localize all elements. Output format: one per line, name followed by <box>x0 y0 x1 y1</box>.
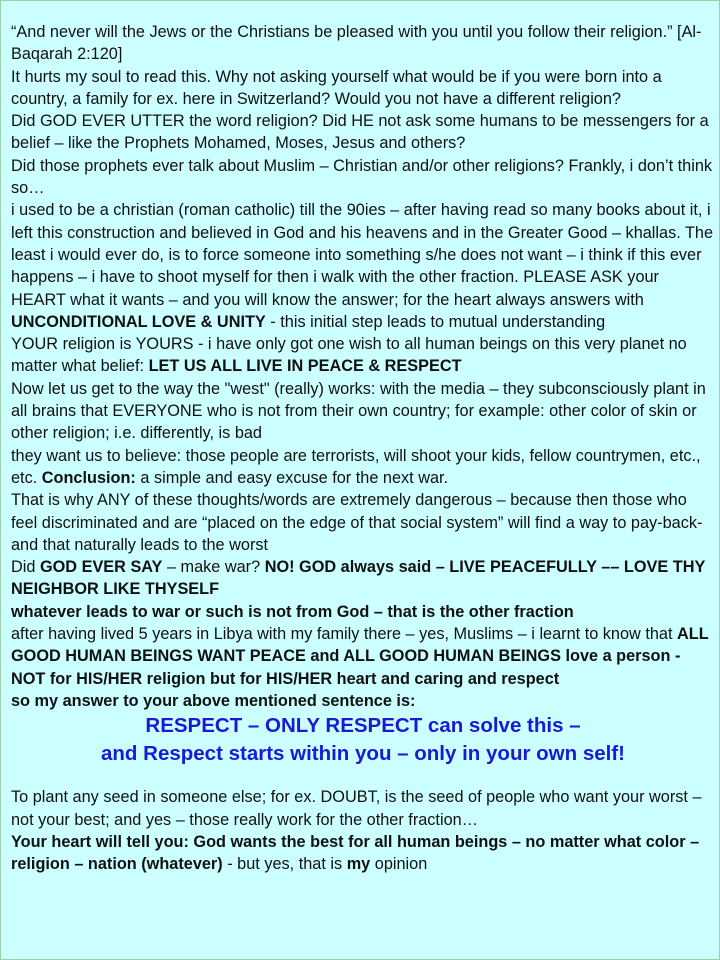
paragraph-10 <box>11 556 715 601</box>
paragraph-7: Now let us get to the way the "west" (really) works: with the media – they subconsciously plant in all brains that EVERYONE who is not from their own country; for example: other color of skin or other religion; i.e. differently, is bad <box>11 379 706 443</box>
p10-text-c: – make war? <box>162 558 265 577</box>
p10-bold-d: NO! GOD always said – LIVE PEACEFULLY –– LOVE THY NEIGHBOR LIKE THYSELF <box>11 558 706 599</box>
p6-bold: LET US ALL LIVE IN PEACE & RESPECT <box>148 357 462 376</box>
paragraph-11: whatever leads to war or such is not from God – that is the other fraction <box>11 602 574 621</box>
p10-text-a: Did <box>11 558 40 577</box>
p15-text-d: opinion <box>370 855 428 874</box>
p5-bold: UNCONDITIONAL LOVE & UNITY <box>11 312 266 331</box>
p12-text-a: after having lived 5 years in Libya with my family there – yes, Muslims – i learnt to know that <box>11 625 678 644</box>
highlight-line-2: and Respect starts within you – only in your own self! <box>101 742 625 766</box>
p15-text-b: - but yes, that is <box>222 855 347 874</box>
p8-text-a: they want us to believe: those people are terrorists, will shoot your kids, fellow countrymen, etc., etc. <box>11 446 701 487</box>
paragraph-5 <box>11 199 715 333</box>
p10-bold-b: GOD EVER SAY <box>39 558 163 577</box>
paragraph-3: Did GOD EVER UTTER the word religion? Did HE not ask some humans to be messengers for a belief – like the Prophets Mohamed, Moses, Jesus and others? <box>11 112 709 153</box>
quote-paragraph: “And never will the Jews or the Christians be pleased with you until you follow their religion.” [Al-Baqarah 2:120] <box>11 23 702 64</box>
p5-text-c: - this initial step leads to mutual understanding <box>265 312 606 331</box>
p6-text-a: YOUR religion is YOURS - i have only got one wish to all human beings on this very planet no matter what belief: <box>11 335 687 376</box>
paragraph-14: To plant any seed in someone else; for ex. DOUBT, is the seed of people who want your worst – not your best; and yes – those really work for the other fraction… <box>11 788 702 829</box>
spacer <box>11 768 715 786</box>
highlight-line-1: RESPECT – ONLY RESPECT can solve this – <box>145 714 581 738</box>
p5-text-a: i used to be a christian (roman catholic) till the 90ies – after having read so many books about it, i left this construction and believed in God and his heavens and in the Greater Good – khallas. The least i would ever do, is to force someone into something s/he does not want – i think if this ever happens – i have to shoot myself for then i walk with the other fraction. PLEASE ASK your HEART what it wants – and you will know the answer; for the heart always answers with <box>11 201 714 309</box>
paragraph-13: so my answer to your above mentioned sentence is: <box>11 691 416 710</box>
p8-text-c: a simple and easy excuse for the next war. <box>135 468 449 487</box>
paragraph-2: It hurts my soul to read this. Why not asking yourself what would be if you were born into a country, a family for ex. here in Switzerland? Would you not have a different religion? <box>11 67 662 108</box>
p12-bold: ALL GOOD HUMAN BEINGS WANT PEACE and ALL GOOD HUMAN BEINGS love a person - NOT for HIS/HER religion but for HIS/HER heart and caring and respect <box>11 625 709 688</box>
paragraph-15 <box>11 831 715 876</box>
paragraph-6 <box>11 333 715 378</box>
p15-bold-c: my <box>346 855 371 874</box>
p15-bold-a: Your heart will tell you: God wants the best for all human beings – no matter what color – religion – nation (whatever) <box>11 832 700 874</box>
p8-bold: Conclusion: <box>41 468 136 487</box>
paragraph-12 <box>11 623 715 690</box>
paragraph-4: Did those prophets ever talk about Muslim – Christian and/or other religions? Frankly, i don’t think so… <box>11 156 713 198</box>
paragraph-9: That is why ANY of these thoughts/words are extremely dangerous – because then those who feel discriminated and are “placed on the edge of that social system” will find a way to pay-back- and that naturally leads to the worst <box>11 491 703 554</box>
paragraph-8 <box>11 445 715 490</box>
